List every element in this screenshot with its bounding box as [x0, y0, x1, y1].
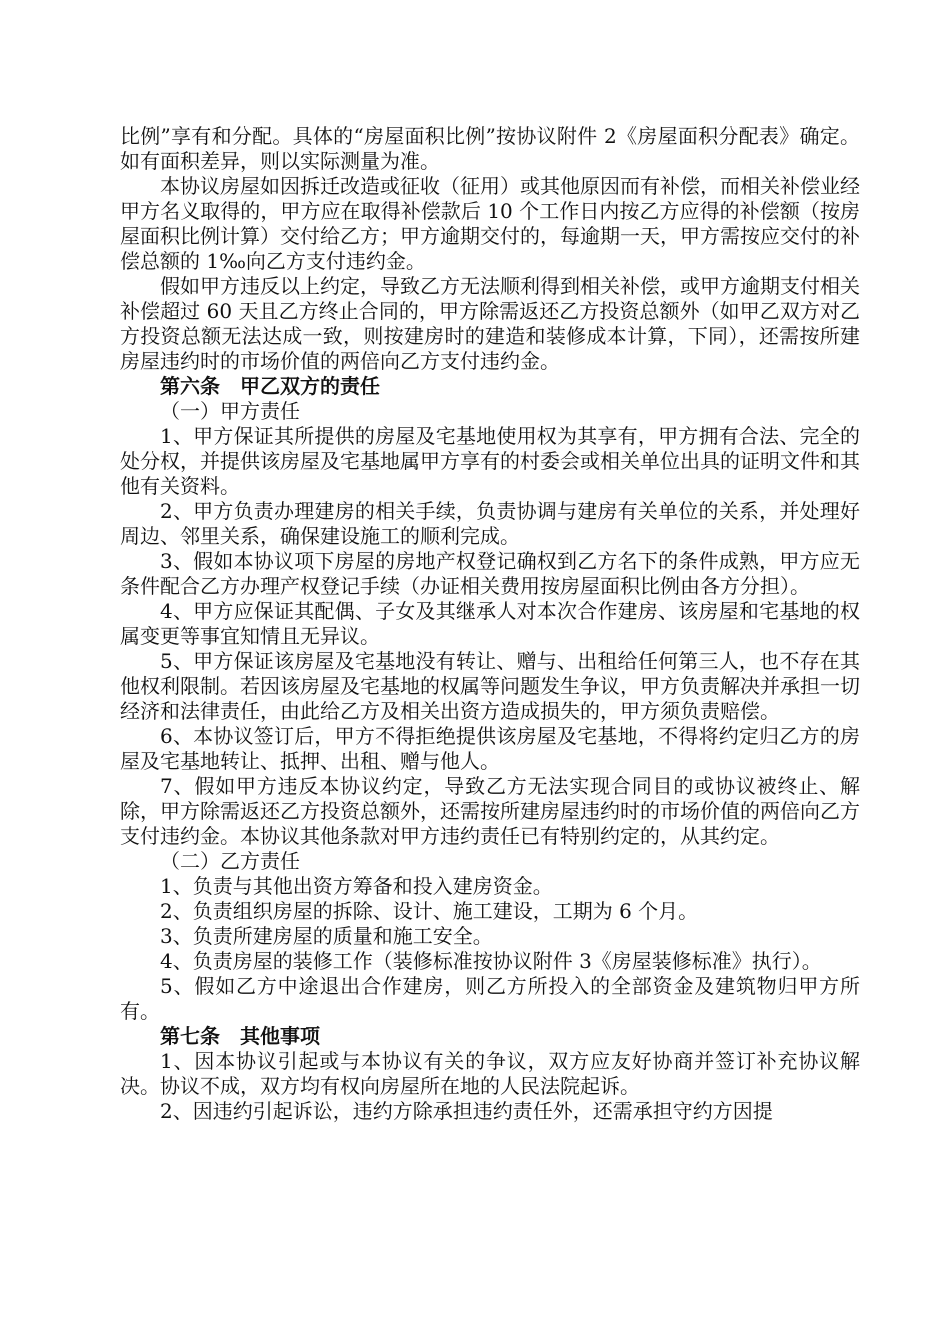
paragraph: 2、因违约引起诉讼，违约方除承担违约责任外，还需承担守约方因提 — [160, 1099, 773, 1123]
section-heading: 第六条 甲乙双方的责任 — [160, 374, 380, 398]
paragraph: 6、本协议签订后，甲方不得拒绝提供该房屋及宅基地，不得将约定归乙方的房屋及宅基地转让、抵押、出租、赠与他人。 — [120, 724, 860, 773]
paragraph: 5、假如乙方中途退出合作建房，则乙方所投入的全部资金及建筑物归甲方所有。 — [120, 974, 860, 1023]
paragraph: 1、因本协议引起或与本协议有关的争议，双方应友好协商并签订补充协议解决。协议不成，双方均有权向房屋所在地的人民法院起诉。 — [120, 1049, 860, 1098]
paragraph: 假如甲方违反以上约定，导致乙方无法顺利得到相关补偿，或甲方逾期支付相关补偿超过 60 天且乙方终止合同的，甲方除需返还乙方投资总额外（如甲乙双方对乙方投资总额无法达成一致，则按建房时的建造和装修成本计算，下同），还需按所建房屋违约时的市场价值的两倍向乙方支付违约金。 — [120, 274, 860, 373]
paragraph: 1、甲方保证其所提供的房屋及宅基地使用权为其享有，甲方拥有合法、完全的处分权，并提供该房屋及宅基地属甲方享有的村委会或相关单位出具的证明文件和其他有关资料。 — [120, 424, 860, 498]
paragraph: 4、甲方应保证其配偶、子女及其继承人对本次合作建房、该房屋和宅基地的权属变更等事宜知情且无异议。 — [120, 599, 860, 648]
paragraph: 比例”享有和分配。具体的“房屋面积比例”按协议附件 2《房屋面积分配表》确定。如有面积差异，则以实际测量为准。 — [120, 124, 860, 173]
subsection-heading: （二）乙方责任 — [160, 849, 300, 873]
section-heading: 第七条 其他事项 — [160, 1024, 320, 1048]
paragraph: 2、负责组织房屋的拆除、设计、施工建设，工期为 6 个月。 — [160, 899, 699, 923]
paragraph: 1、负责与其他出资方筹备和投入建房资金。 — [160, 874, 553, 898]
paragraph: 3、负责所建房屋的质量和施工安全。 — [160, 924, 493, 948]
subsection-heading: （一）甲方责任 — [160, 399, 300, 423]
paragraph: 4、负责房屋的装修工作（装修标准按协议附件 3《房屋装修标准》执行）。 — [160, 949, 822, 973]
paragraph: 5、甲方保证该房屋及宅基地没有转让、赠与、出租给任何第三人，也不存在其他权利限制。若因该房屋及宅基地的权属等问题发生争议，甲方负责解决并承担一切经济和法律责任，由此给乙方及相关出资方造成损失的，甲方须负责赔偿。 — [120, 649, 860, 723]
paragraph: 本协议房屋如因拆迁改造或征收（征用）或其他原因而有补偿，而相关补偿业经甲方名义取得的，甲方应在取得补偿款后 10 个工作日内按乙方应得的补偿额（按房屋面积比例计算）交付给乙方；甲方逾期交付的，每逾期一天，甲方需按应交付的补偿总额的 1‰向乙方支付违约金。 — [120, 174, 860, 273]
paragraph: 2、甲方负责办理建房的相关手续，负责协调与建房有关单位的关系，并处理好周边、邻里关系，确保建设施工的顺利完成。 — [120, 499, 860, 548]
document-page — [120, 124, 860, 1124]
paragraph: 7、假如甲方违反本协议约定，导致乙方无法实现合同目的或协议被终止、解除，甲方除需返还乙方投资总额外，还需按所建房屋违约时的市场价值的两倍向乙方支付违约金。本协议其他条款对甲方违约责任已有特别约定的，从其约定。 — [120, 774, 860, 848]
paragraph: 3、假如本协议项下房屋的房地产权登记确权到乙方名下的条件成熟，甲方应无条件配合乙方办理产权登记手续（办证相关费用按房屋面积比例由各方分担）。 — [120, 549, 860, 598]
